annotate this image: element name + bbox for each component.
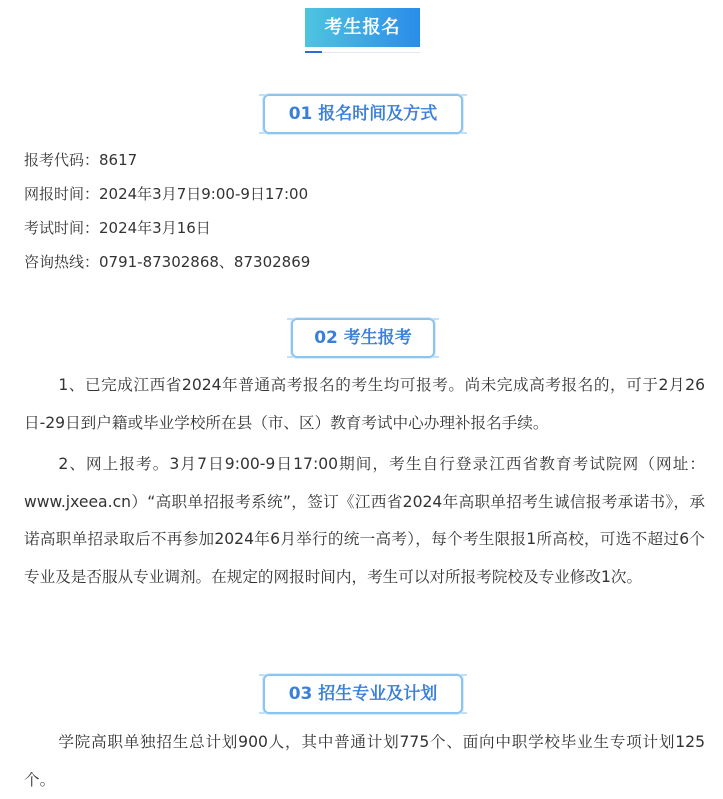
section-heading-applicants: 02 考生报考 [291, 318, 435, 358]
info-exam-code: 报考代码：8617 [24, 151, 138, 169]
info-online-registration-time: 网报时间：2024年3月7日9:00-9日17:00 [24, 185, 309, 203]
paragraph-eligibility: 1、已完成江西省2024年普通高考报名的考生均可报考。尚未完成高考报名的，可于2月26日-29日到户籍或毕业学校所在县（市、区）教育考试中心办理补报名手续。 [24, 376, 705, 432]
section-heading-majors-plan: 03 招生专业及计划 [263, 674, 463, 714]
page-title-banner: 考生报名 [305, 8, 420, 47]
paragraph-enrollment-plan: 学院高职单独招生总计划900人，其中普通计划775个、面向中职学校毕业生专项计划125个。 [24, 733, 705, 789]
info-hotline: 咨询热线：0791-87302868、87302869 [24, 253, 311, 271]
title-underline [305, 52, 420, 53]
info-exam-date: 考试时间：2024年3月16日 [24, 219, 211, 237]
paragraph-online-application: 2、网上报考。3月7日9:00-9日17:00期间，考生自行登录江西省教育考试院网（网址：www.jxeea.cn）“高职单招报考系统”，签订《江西省2024年高职单招考生诚信报考承诺书》，承诺高职单招录取后不再参加2024年6月举行的统一高考），每个考生限报1所高校，可选不超过6个专业及是否服从专业调剂。在规定的网报时间内，考生可以对所报考院校及专业修改1次。 [24, 455, 705, 586]
section-heading-registration-time: 01 报名时间及方式 [263, 94, 463, 134]
